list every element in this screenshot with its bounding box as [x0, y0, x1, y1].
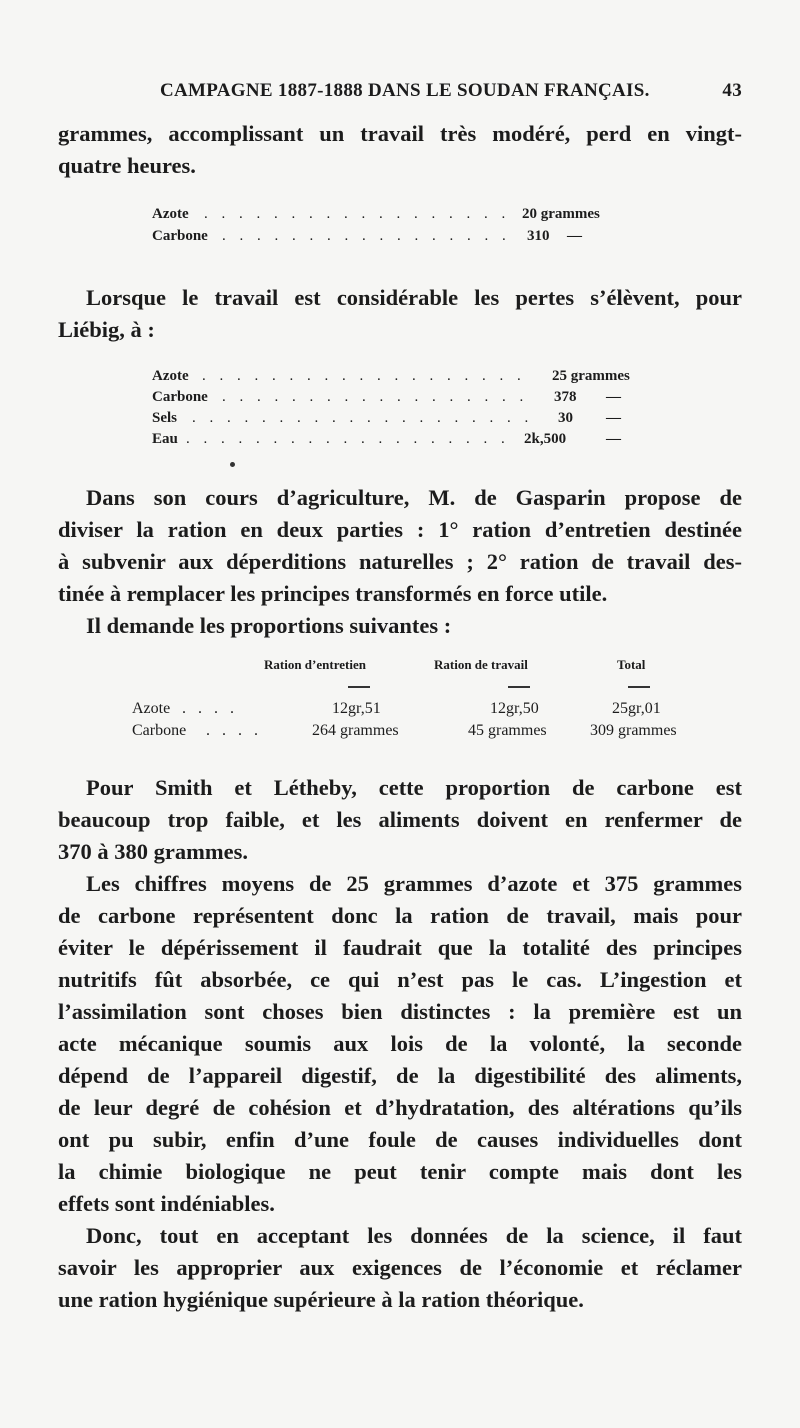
text-line: Il demande les proportions suivantes :	[86, 613, 452, 638]
text-line: quatre heures.	[58, 153, 196, 178]
list-value: 25 grammes	[552, 368, 630, 384]
text-line: la chimie biologique ne peut tenir compte mais dont les	[58, 1159, 742, 1184]
leader-dots: . . . . . . . . . . . . . . . . .	[222, 228, 511, 244]
liebig-paragraph	[58, 282, 742, 346]
leader-dots: . . . . . . . . . . . . . . . . . .	[204, 206, 511, 222]
list-value: 20 grammes	[522, 206, 600, 222]
text-line: Les chiffres moyens de 25 grammes d’azote et 375 grammes	[86, 871, 742, 896]
column-header: Total	[617, 657, 646, 672]
text-line: 370 à 380 grammes.	[58, 839, 248, 864]
column-rule	[508, 686, 530, 688]
leader-dots: . . . . . . . . . . . . . . . . . . . .	[192, 410, 534, 426]
leader-dots: . . . . . . . . . . . . . . . . . . .	[202, 368, 526, 384]
row-label: Carbone	[132, 722, 187, 739]
page-number: 43	[722, 80, 742, 101]
list-value: 310	[527, 228, 550, 244]
column-rule	[348, 686, 370, 688]
list-value: 2k,500	[524, 431, 567, 447]
leader-dots: . . . . . . . . . . . . . . . . . .	[222, 389, 529, 405]
row-label: Azote	[132, 700, 171, 717]
column-header: Ration d’entretien	[264, 657, 366, 672]
list-unit: —	[567, 228, 582, 244]
text-line: tinée à remplacer les principes transformés en force utile.	[58, 581, 608, 606]
table-cell: 309 grammes	[590, 722, 677, 739]
text-line: l’assimilation sont choses bien distinctes : la première est un	[58, 999, 742, 1024]
table-cell: 45 grammes	[468, 722, 547, 739]
list-label: Eau	[152, 431, 178, 447]
text-line: de carbone représentent donc la ration de travail, mais pour	[58, 903, 742, 928]
column-header: Ration de travail	[434, 657, 528, 672]
text-line: beaucoup trop faible, et les aliments doivent en renfermer de	[58, 807, 742, 832]
text-line: à subvenir aux déperditions naturelles ; 2° ration de travail des-	[58, 549, 742, 574]
list-label: Azote	[152, 206, 189, 222]
list-unit: —	[606, 389, 621, 405]
list-unit: —	[606, 410, 621, 426]
leader-dots: . . . .	[182, 700, 238, 717]
list-label: Carbone	[152, 228, 208, 244]
intro-paragraph	[58, 118, 742, 182]
table-cell: 264 grammes	[312, 722, 399, 739]
text-line: Lorsque le travail est considérable les pertes s’élèvent, pour	[86, 285, 742, 310]
donc-paragraph	[58, 1220, 742, 1316]
leader-dots: . . . . . . . . . . . . . . . . . . .	[186, 431, 510, 447]
text-line: de leur degré de cohésion et d’hydratation, des altérations qu’ils	[58, 1095, 742, 1120]
list-value: 30	[558, 410, 573, 426]
chiffres-paragraph	[58, 868, 742, 1220]
text-line: ont pu subir, enfin d’une foule de causes individuelles dont	[58, 1127, 742, 1152]
list-label: Carbone	[152, 389, 208, 405]
list-value: 378	[554, 389, 577, 405]
list-label: Azote	[152, 368, 189, 384]
list-unit: —	[606, 431, 621, 447]
list-label: Sels	[152, 410, 178, 426]
text-line: effets sont indéniables.	[58, 1191, 275, 1216]
leader-dots: . . . .	[206, 722, 262, 739]
text-line: une ration hygiénique supérieure à la ration théorique.	[58, 1287, 584, 1312]
text-line: savoir les approprier aux exigences de l’économie et réclamer	[58, 1255, 742, 1280]
print-speck	[230, 462, 235, 467]
text-line: nutritifs fût absorbée, ce qui n’est pas le cas. L’ingestion et	[58, 967, 742, 992]
text-line: Liébig, à :	[58, 317, 155, 342]
text-line: dépend de l’appareil digestif, de la digestibilité des aliments,	[58, 1063, 742, 1088]
table-cell: 25gr,01	[612, 700, 661, 717]
running-header	[160, 80, 750, 110]
column-rule	[628, 686, 650, 688]
table-cell: 12gr,50	[490, 700, 539, 717]
text-line: Donc, tout en acceptant les données de la science, il faut	[86, 1223, 742, 1248]
text-line: éviter le dépérissement il faudrait que la totalité des principes	[58, 935, 742, 960]
text-line: Pour Smith et Létheby, cette proportion de carbone est	[86, 775, 742, 800]
gasparin-paragraph	[58, 482, 742, 642]
text-line: Dans son cours d’agriculture, M. de Gasparin propose de	[86, 485, 742, 510]
header-title: CAMPAGNE 1887-1888 DANS LE SOUDAN FRANÇAIS.	[160, 80, 650, 101]
text-line: diviser la ration en deux parties : 1° ration d’entretien destinée	[58, 517, 742, 542]
table-cell: 12gr,51	[332, 700, 381, 717]
smith-paragraph	[58, 772, 742, 868]
text-line: acte mécanique soumis aux lois de la volonté, la seconde	[58, 1031, 742, 1056]
text-line: grammes, accomplissant un travail très modéré, perd en vingt-	[58, 121, 742, 146]
